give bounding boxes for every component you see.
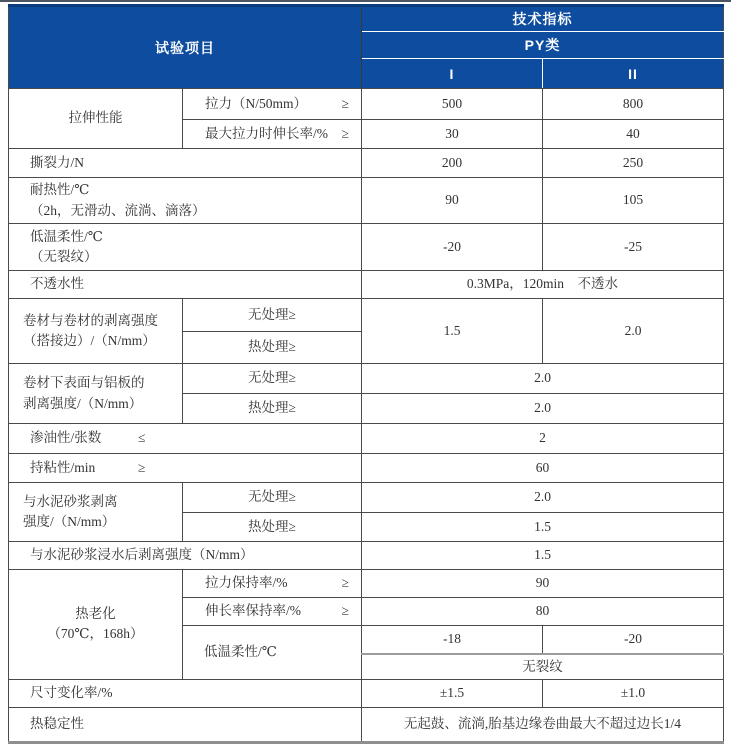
oil-permeability-label: 渗油性/张数 [30,430,102,446]
heat-resistance-value-i: 90 [362,178,543,224]
geq-symbol: ≥ [341,125,349,141]
peel-aluminum-heated-value: 2.0 [362,394,724,424]
peel-roll-line2: （搭接边）/（N/mm） [23,333,156,348]
header-test-item: 试验项目 [9,6,362,89]
heat-aging-low-temp-label: 低温柔性/℃ [183,626,362,680]
dimension-change-value-i: ±1.5 [362,679,543,707]
table-row [9,89,724,120]
tensile-force-label-cell [183,89,362,120]
spec-table [8,4,724,744]
table-row [9,271,724,299]
heat-aging-group-label [9,570,183,680]
low-temp-flex-label [9,224,362,271]
peel-aluminum-heated-label: 热处理≥ [183,394,362,424]
header-row-1 [9,6,724,32]
peel-mortar-immersed-value: 1.5 [362,542,724,570]
low-temp-flex-line2: （无裂纹） [30,249,98,264]
heat-aging-tension-label-cell [183,570,362,598]
heat-resistance-line2: （2h，无滑动、流淌、滴落） [30,202,206,218]
heat-resistance-value-ii: 105 [543,178,724,224]
tear-value-ii: 250 [543,149,724,178]
heat-aging-elongation-label: 伸长率保持率/% [205,603,301,619]
geq-symbol: ≥ [341,603,349,619]
heat-aging-low-temp-value-i: -18 [362,626,543,654]
table-body [9,89,724,743]
tensile-elongation-value-ii: 40 [543,120,724,149]
header-type-i: I [362,59,543,89]
geq-symbol: ≥ [341,575,349,591]
table-row [9,454,724,483]
tack-retention-label: 持粘性/min [30,459,96,475]
table-row [9,542,724,570]
heat-aging-elongation-label-cell [183,598,362,626]
peel-aluminum-line2: 剥离强度/（N/mm） [23,395,143,411]
heat-stability-value: 无起鼓、流淌,胎基边缘卷曲最大不超过边长1/4 [362,707,724,742]
peel-roll-label [9,299,183,364]
table-row [9,149,724,178]
geq-symbol: ≥ [341,95,349,111]
table-row [9,570,724,598]
header-tech-index: 技术指标 [362,6,724,32]
peel-mortar-heated-value: 1.5 [362,513,724,542]
heat-resistance-label [9,178,362,224]
heat-aging-tension-label: 拉力保持率/% [205,575,288,591]
dimension-change-value-ii: ±1.0 [543,679,724,707]
low-temp-flex-value-i: -20 [362,224,543,271]
peel-roll-untreated-label: 无处理≥ [183,299,362,332]
peel-mortar-line2: 强度/（N/mm） [23,514,116,529]
peel-mortar-untreated-value: 2.0 [362,483,724,513]
table-row [9,483,724,513]
peel-mortar-untreated-label: 无处理≥ [183,483,362,513]
heat-resistance-line1: 耐热性/℃ [30,182,90,198]
tack-retention-label-cell [9,454,362,483]
tensile-elongation-label-cell [183,120,362,149]
tensile-force-value-i: 500 [362,89,543,120]
peel-roll-value-ii: 2.0 [543,299,724,364]
oil-permeability-label-cell [9,424,362,454]
peel-roll-heated-label: 热处理≥ [183,332,362,364]
geq-symbol: ≥ [138,459,146,475]
heat-aging-line1: 热老化 [75,606,116,622]
table-row [9,178,724,224]
tensile-elongation-label: 最大拉力时伸长率/% [205,125,328,141]
heat-aging-elongation-value: 80 [362,598,724,626]
peel-aluminum-untreated-label: 无处理≥ [183,364,362,394]
table-row [9,424,724,454]
heat-aging-line2: （70℃，168h） [47,626,144,642]
table-row [9,364,724,394]
peel-mortar-heated-label: 热处理≥ [183,513,362,542]
table-row [9,679,724,707]
peel-roll-line1: 卷材与卷材的剥离强度 [23,312,158,328]
header-type-ii: II [543,59,724,89]
peel-aluminum-line1: 卷材下表面与铝板的 [23,375,145,391]
peel-roll-value-i: 1.5 [362,299,543,364]
header-py-class: PY类 [362,32,724,59]
table-row [9,299,724,332]
heat-aging-tension-value: 90 [362,570,724,598]
oil-permeability-value: 2 [362,424,724,454]
peel-aluminum-label [9,364,183,424]
tensile-force-value-ii: 800 [543,89,724,120]
heat-aging-no-crack-value: 无裂纹 [362,654,724,680]
tensile-force-label: 拉力（N/50mm） [205,95,308,111]
impermeability-label: 不透水性 [9,271,362,299]
table-row [9,707,724,742]
tear-value-i: 200 [362,149,543,178]
impermeability-value: 0.3MPa，120min 不透水 [362,271,724,299]
peel-mortar-immersed-label: 与水泥砂浆浸水后剥离强度（N/mm） [9,542,362,570]
heat-aging-low-temp-value-ii: -20 [543,626,724,654]
tensile-group-label: 拉伸性能 [9,89,183,149]
peel-mortar-line1: 与水泥砂浆剥离 [23,493,118,509]
low-temp-flex-value-ii: -25 [543,224,724,271]
low-temp-flex-line1: 低温柔性/℃ [30,228,103,244]
heat-stability-label: 热稳定性 [9,707,362,742]
tack-retention-value: 60 [362,454,724,483]
dimension-change-label: 尺寸变化率/% [9,679,362,707]
tensile-elongation-value-i: 30 [362,120,543,149]
peel-aluminum-untreated-value: 2.0 [362,364,724,394]
table-header [9,6,724,89]
table-row [9,224,724,271]
leq-symbol: ≤ [138,430,146,446]
peel-mortar-label [9,483,183,542]
tear-label: 撕裂力/N [9,149,362,178]
